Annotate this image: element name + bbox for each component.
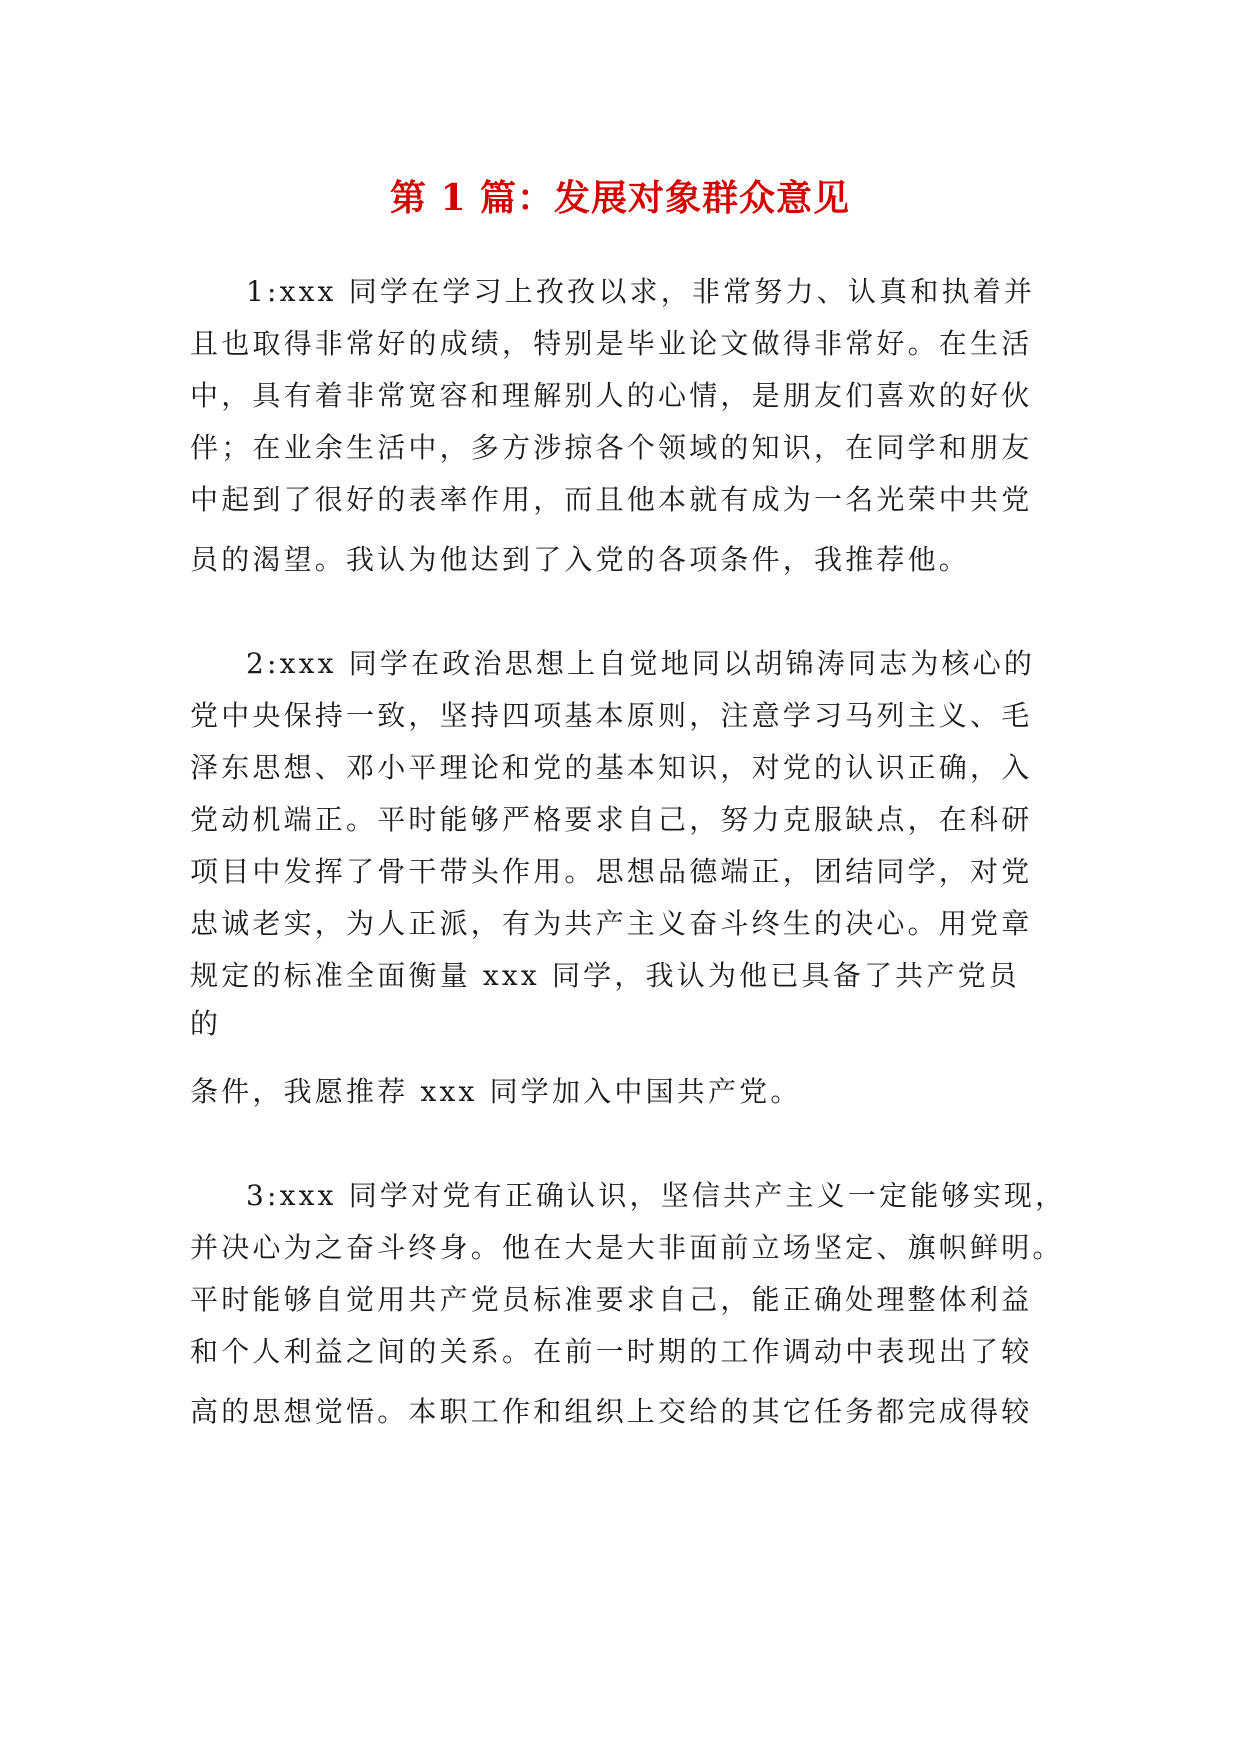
paragraph-2-line-2: 党中央保持一致，坚持四项基本原则，注意学习马列主义、毛 bbox=[190, 699, 1033, 732]
paragraph-2-line-9: 条件，我愿推荐 xxx 同学加入中国共产党。 bbox=[190, 1075, 802, 1108]
document-title: 第 1 篇：发展对象群众意见 bbox=[389, 177, 851, 219]
paragraph-1-line-6: 员的渴望。我认为他达到了入党的各项条件，我推荐他。 bbox=[190, 543, 971, 576]
paragraph-2-line-6: 忠诚老实，为人正派，有为共产主义奋斗终生的决心。用党章 bbox=[190, 907, 1033, 940]
paragraph-2-line-5: 项目中发挥了骨干带头作用。思想品德端正，团结同学，对党 bbox=[190, 855, 1033, 888]
paragraph-2-line-3: 泽东思想、邓小平理论和党的基本知识，对党的认识正确，入 bbox=[190, 751, 1033, 784]
paragraph-2-line-8: 的 bbox=[190, 1007, 222, 1040]
paragraph-3-line-4: 和个人利益之间的关系。在前一时期的工作调动中表现出了较 bbox=[190, 1335, 1033, 1368]
paragraph-2-line-7: 规定的标准全面衡量 xxx 同学，我认为他已具备了共产党员 bbox=[190, 959, 1020, 992]
paragraph-2-line-4: 党动机端正。平时能够严格要求自己，努力克服缺点，在科研 bbox=[190, 803, 1033, 836]
paragraph-1-line-3: 中，具有着非常宽容和理解别人的心情，是朋友们喜欢的好伙 bbox=[190, 379, 1033, 412]
paragraph-3-line-5: 高的思想觉悟。本职工作和组织上交给的其它任务都完成得较 bbox=[190, 1395, 1033, 1428]
paragraph-1-line-2: 且也取得非常好的成绩，特别是毕业论文做得非常好。在生活 bbox=[190, 327, 1033, 360]
paragraph-3-line-3: 平时能够自觉用共产党员标准要求自己，能正确处理整体利益 bbox=[190, 1283, 1033, 1316]
paragraph-3-line-1: 3:xxx 同学对党有正确认识，坚信共产主义一定能够实现， bbox=[246, 1179, 1067, 1212]
paragraph-3-line-2: 并决心为之奋斗终身。他在大是大非面前立场坚定、旗帜鲜明。 bbox=[190, 1231, 1064, 1264]
paragraph-1-line-5: 中起到了很好的表率作用，而且他本就有成为一名光荣中共党 bbox=[190, 483, 1033, 516]
paragraph-2-line-1: 2:xxx 同学在政治思想上自觉地同以胡锦涛同志为核心的 bbox=[246, 647, 1036, 680]
paragraph-1-line-4: 伴；在业余生活中，多方涉掠各个领域的知识，在同学和朋友 bbox=[190, 431, 1033, 464]
paragraph-1-line-1: 1:xxx 同学在学习上孜孜以求，非常努力、认真和执着并 bbox=[246, 275, 1036, 308]
